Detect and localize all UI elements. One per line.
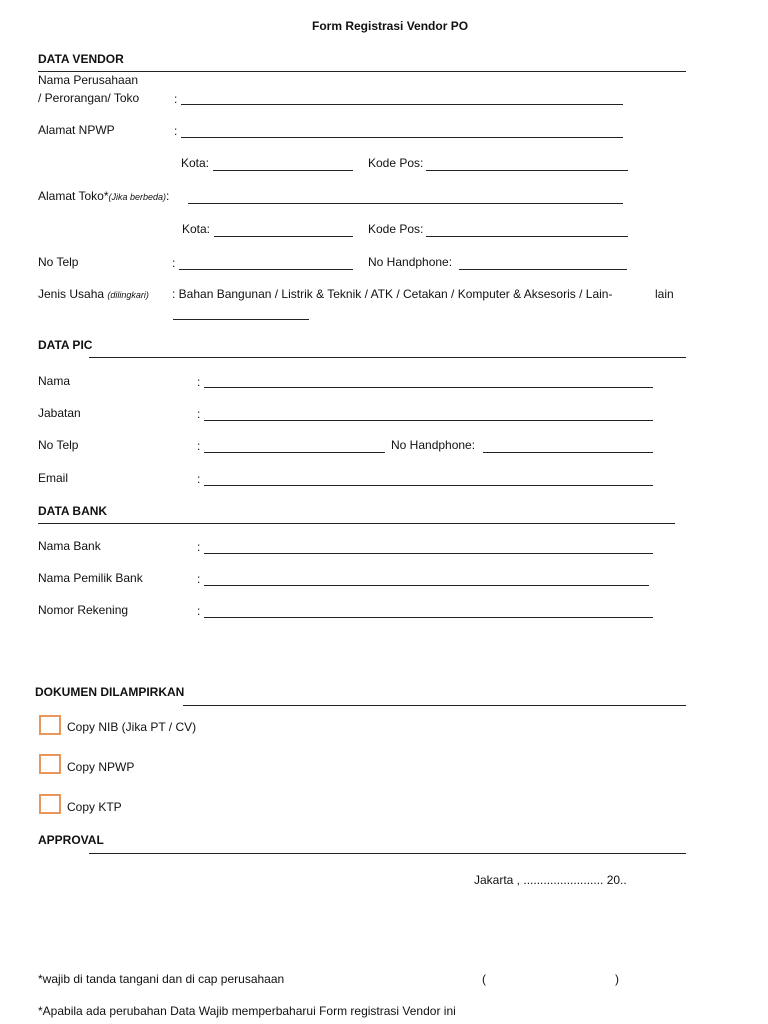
nama-pemilik-bank-field[interactable] <box>204 585 649 586</box>
copy-nib-label: Copy NIB (Jika PT / CV) <box>67 720 197 734</box>
section-rule <box>38 71 686 72</box>
pic-email-field[interactable] <box>204 485 653 486</box>
nama-pemilik-bank-label: Nama Pemilik Bank <box>38 571 143 585</box>
no-telp-label: No Telp <box>38 255 79 269</box>
colon: : <box>197 540 201 554</box>
kode-pos-label: Kode Pos: <box>368 222 424 236</box>
alamat-npwp-label: Alamat NPWP <box>38 123 115 137</box>
nama-bank-field[interactable] <box>204 553 653 554</box>
kode-pos-npwp-field[interactable] <box>426 170 628 171</box>
no-handphone-vendor-field[interactable] <box>459 269 627 270</box>
kota-label: Kota: <box>182 222 211 236</box>
nama-perusahaan-label-2: / Perorangan/ Toko <box>38 91 140 105</box>
section-rule <box>38 523 675 524</box>
no-handphone-label: No Handphone: <box>368 255 453 269</box>
colon: : <box>166 189 170 203</box>
section-heading-data-vendor: DATA VENDOR <box>38 52 124 66</box>
checkbox-copy-nib[interactable] <box>39 715 61 735</box>
colon: : <box>197 472 201 486</box>
section-heading-data-pic: DATA PIC <box>38 338 93 352</box>
jenis-usaha-label-text: Jenis Usaha <box>38 287 105 301</box>
signature-close-paren: ) <box>615 972 619 986</box>
section-rule <box>89 853 686 854</box>
checkbox-copy-npwp[interactable] <box>39 754 61 774</box>
colon: : <box>197 407 201 421</box>
signature-field[interactable] <box>490 986 612 987</box>
section-rule <box>183 705 686 706</box>
no-telp-vendor-field[interactable] <box>179 269 353 270</box>
pic-no-handphone-field[interactable] <box>483 452 653 453</box>
copy-npwp-label: Copy NPWP <box>67 760 135 774</box>
kode-pos-label: Kode Pos: <box>368 156 424 170</box>
kota-toko-field[interactable] <box>214 236 353 237</box>
colon: : <box>197 439 201 453</box>
alamat-toko-note: (Jika berbeda) <box>108 192 167 202</box>
copy-ktp-label: Copy KTP <box>67 800 122 814</box>
note-signature: *wajib di tanda tangani dan di cap perusahaan <box>38 972 285 986</box>
nama-bank-label: Nama Bank <box>38 539 101 553</box>
kota-label: Kota: <box>181 156 210 170</box>
kota-npwp-field[interactable] <box>213 170 353 171</box>
checkbox-copy-ktp[interactable] <box>39 794 61 814</box>
note-update: *Apabila ada perubahan Data Wajib memperbaharui Form registrasi Vendor ini <box>38 1004 456 1018</box>
pic-nama-field[interactable] <box>204 387 653 388</box>
jenis-usaha-options[interactable]: : Bahan Bangunan / Listrik & Teknik / ATK / Cetakan / Komputer & Aksesoris / Lain- <box>172 287 613 301</box>
pic-no-telp-label: No Telp <box>38 438 79 452</box>
section-heading-data-bank: DATA BANK <box>38 504 108 518</box>
section-rule <box>89 357 686 358</box>
nomor-rekening-field[interactable] <box>204 617 653 618</box>
pic-jabatan-field[interactable] <box>204 420 653 421</box>
colon: : <box>172 256 176 270</box>
nomor-rekening-label: Nomor Rekening <box>38 603 129 617</box>
colon: : <box>197 375 201 389</box>
jenis-usaha-lain: lain <box>655 287 674 301</box>
signature-open-paren: ( <box>482 972 486 986</box>
alamat-toko-field[interactable] <box>188 203 623 204</box>
colon: : <box>174 92 178 106</box>
colon: : <box>197 604 201 618</box>
pic-nama-label: Nama <box>38 374 71 388</box>
nama-perusahaan-field[interactable] <box>181 104 623 105</box>
alamat-npwp-field[interactable] <box>181 137 623 138</box>
alamat-toko-label-text: Alamat Toko* <box>38 189 109 203</box>
nama-perusahaan-label: Nama Perusahaan <box>38 73 139 87</box>
jenis-usaha-note: (dilingkari) <box>107 290 149 300</box>
place-date: Jakarta , ........................ 20.. <box>474 873 627 887</box>
pic-no-telp-field[interactable] <box>204 452 385 453</box>
section-heading-approval: APPROVAL <box>38 833 104 847</box>
colon: : <box>197 572 201 586</box>
jenis-usaha-label <box>38 287 149 301</box>
section-heading-dokumen: DOKUMEN DILAMPIRKAN <box>35 685 185 699</box>
page-title: Form Registrasi Vendor PO <box>312 19 469 33</box>
kode-pos-toko-field[interactable] <box>426 236 628 237</box>
alamat-toko-label <box>38 189 169 203</box>
jenis-usaha-lain-field[interactable] <box>173 319 309 320</box>
colon: : <box>174 124 178 138</box>
pic-no-handphone-label: No Handphone: <box>391 438 476 452</box>
pic-email-label: Email <box>38 471 69 485</box>
pic-jabatan-label: Jabatan <box>38 406 81 420</box>
